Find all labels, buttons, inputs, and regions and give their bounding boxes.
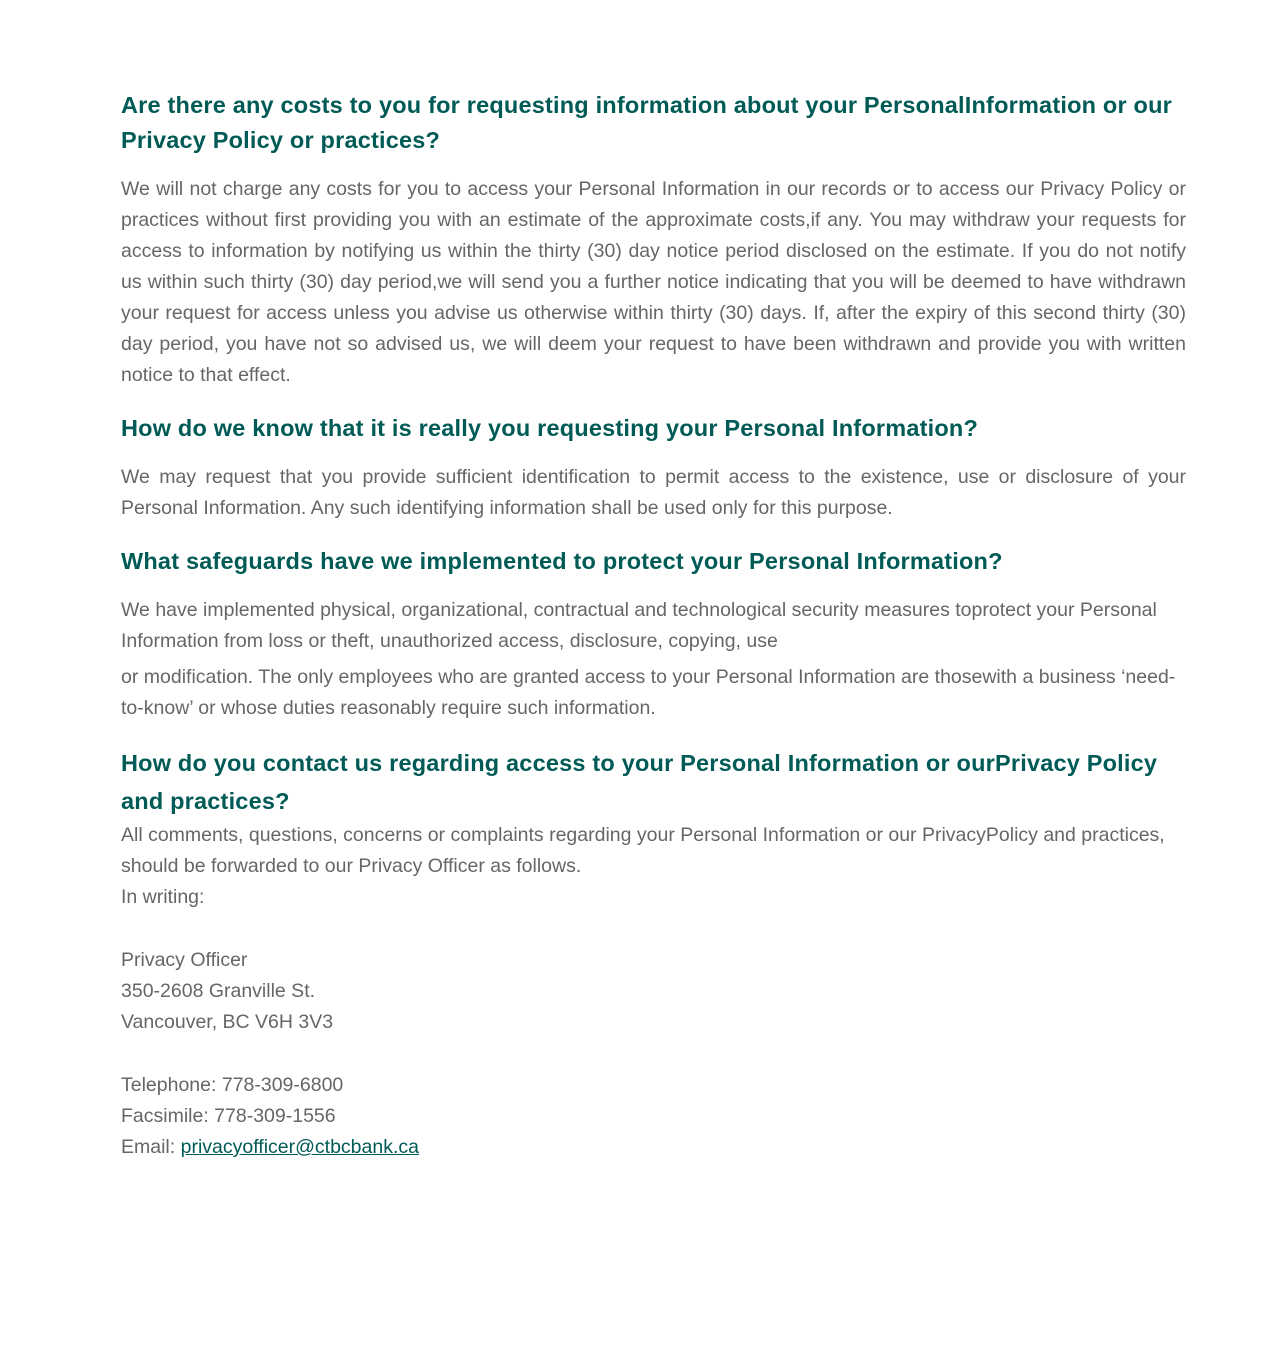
address-city: Vancouver, BC V6H 3V3: [121, 1011, 334, 1033]
section-body-safeguards-part-2: or modification. The only employees who are granted access to your Personal Information are thosewith a business ‘need-to-know’ or whose duties reasonably require such information.: [121, 666, 1176, 719]
section-body-contact: All comments, questions, concerns or complaints regarding your Personal Information or our PrivacyPolicy and practices, should be forwarded to our Privacy Officer as follows.: [121, 824, 1165, 877]
in-writing-label: In writing:: [121, 886, 205, 908]
section-body-costs: We will not charge any costs for you to access your Personal Information in our records or to access our Privacy Policy or practices without first providing you with an estimate of the approximate costs,if any. You may withdraw your requests for access to information by notifying us within the thirty (30) day notice period disclosed on the estimate. If you do not notify us within such thirty (30) day period,we will send you a further notice indicating that you will be deemed to have withdrawn your request for access unless you advise us otherwise within thirty (30) days. If, after the expiry of this second thirty (30) day period, you have not so advised us, we will deem your request to have been withdrawn and provide you with written notice to that effect.: [121, 178, 1186, 386]
document-page: [121, 88, 1186, 1163]
address-title: Privacy Officer: [121, 949, 248, 971]
spacer: [121, 913, 1186, 945]
section-heading-costs: Are there any costs to you for requesting information about your PersonalInformation or our Privacy Policy or practices?: [121, 92, 1173, 153]
email-line: [121, 1132, 1186, 1163]
section-heading-contact: How do you contact us regarding access to your Personal Information or ourPrivacy Policy and practices?: [121, 750, 1158, 814]
facsimile-line: Facsimile: 778-309-1556: [121, 1105, 336, 1127]
section-body-safeguards-part-1: We have implemented physical, organizational, contractual and technological security measures toprotect your Personal Information from loss or theft, unauthorized access, disclosure, copying, use: [121, 599, 1157, 652]
address-street: 350-2608 Granville St.: [121, 980, 316, 1002]
section-heading-identity: How do we know that it is really you requesting your Personal Information?: [121, 415, 979, 441]
telephone-line: Telephone: 778-309-6800: [121, 1074, 344, 1096]
email-label: Email:: [121, 1136, 181, 1158]
section-body-identity: We may request that you provide sufficient identification to permit access to the existence, use or disclosure of your Personal Information. Any such identifying information shall be used only for this purpose.: [121, 466, 1186, 519]
spacer: [121, 1038, 1186, 1070]
email-link[interactable]: privacyofficer@ctbcbank.ca: [180, 1136, 419, 1158]
section-heading-safeguards: What safeguards have we implemented to protect your Personal Information?: [121, 548, 1003, 574]
